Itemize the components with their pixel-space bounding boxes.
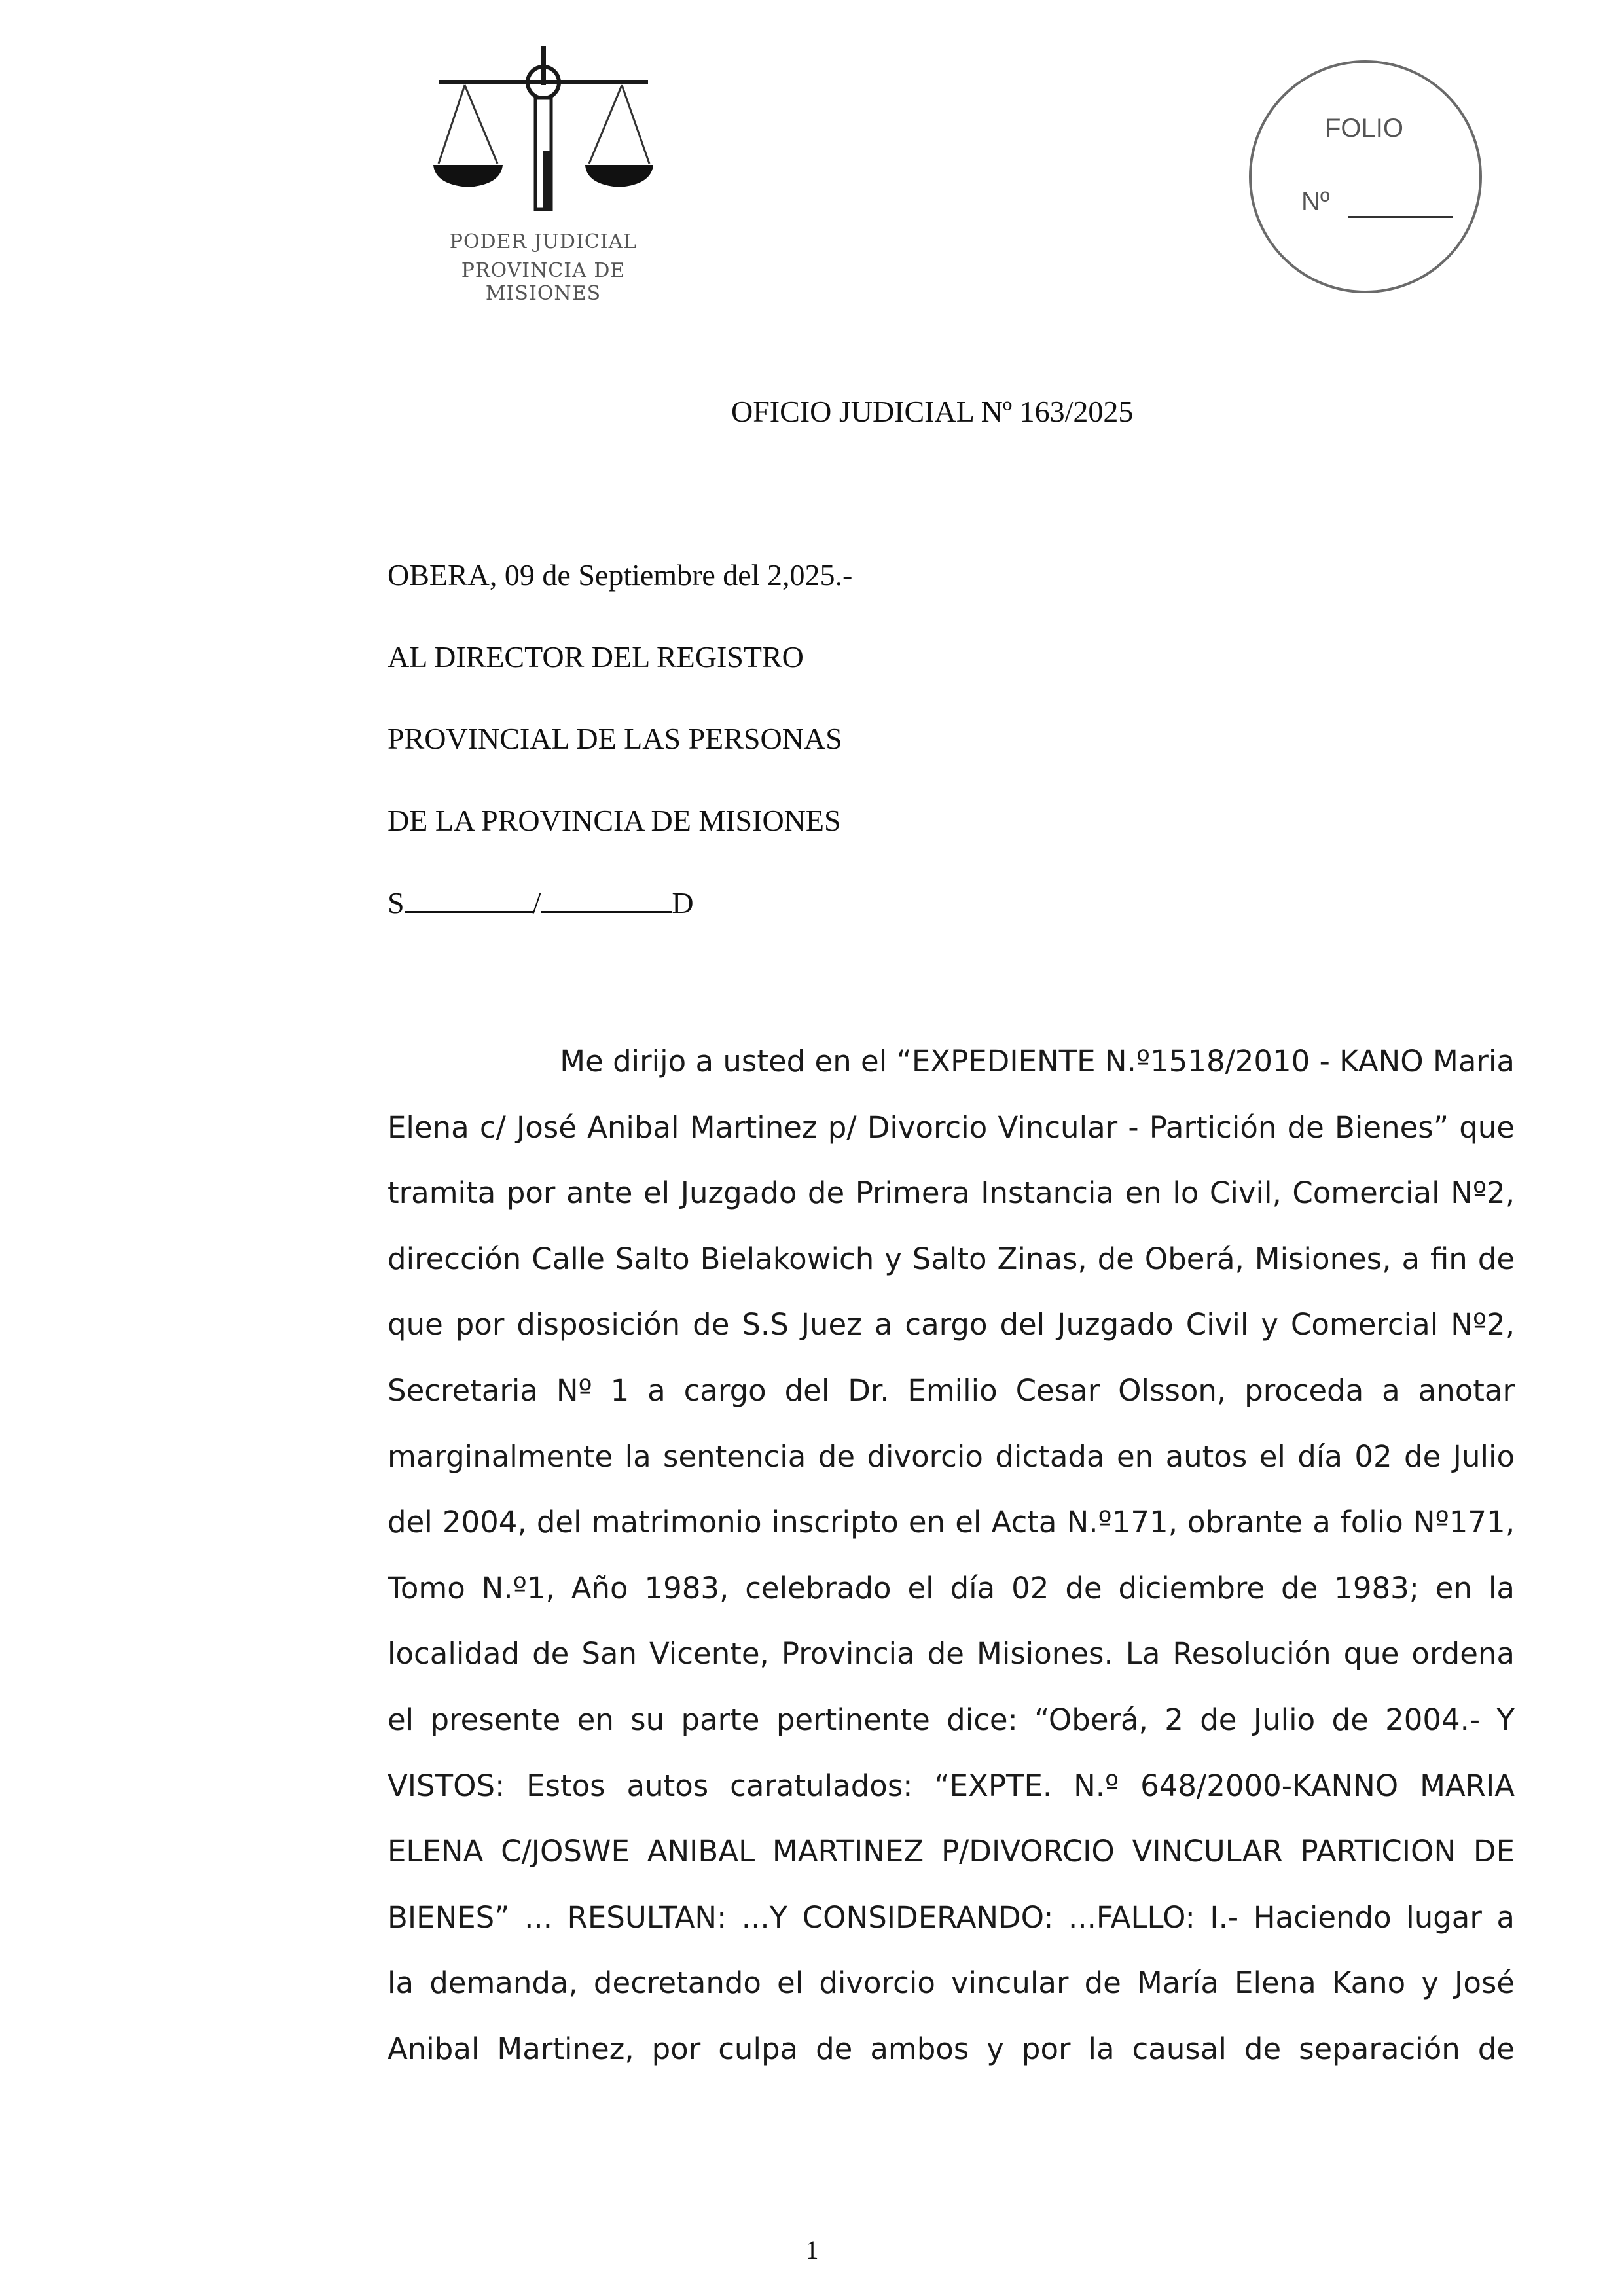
body-line: VISTOS: Estos autos caratulados: “EXPTE. N.º 648/2000-KANNO MARIA: [388, 1768, 1515, 1803]
body-line: Me dirijo a usted en el “EXPEDIENTE N.º1518/2010 - KANO Maria: [560, 1044, 1515, 1079]
folio-number-blank: [1348, 216, 1453, 218]
document-title: OFICIO JUDICIAL Nº 163/2025: [731, 395, 1134, 428]
body-line: dirección Calle Salto Bielakowich y Salto Zinas, de Oberá, Misiones, a fin de: [388, 1241, 1515, 1276]
court-logo: [406, 39, 681, 305]
body-line: Elena c/ José Anibal Martinez p/ Divorcio Vincular - Partición de Bienes” que: [388, 1109, 1515, 1145]
folio-label: FOLIO: [1325, 114, 1404, 143]
body-line: el presente en su parte pertinente dice: “Oberá, 2 de Julio de 2004.- Y: [388, 1702, 1515, 1737]
body-line: ELENA C/JOSWE ANIBAL MARTINEZ P/DIVORCIO VINCULAR PARTICION DE: [388, 1834, 1515, 1869]
place-date: OBERA, 09 de Septiembre del 2,025.-: [388, 558, 853, 592]
sd-mid: /: [532, 886, 541, 920]
addressee-line: PROVINCIAL DE LAS PERSONAS: [388, 722, 842, 755]
sd-end: D: [672, 886, 694, 920]
addressee-line: AL DIRECTOR DEL REGISTRO: [388, 640, 804, 673]
sd-blank: [541, 885, 672, 913]
scales-of-justice-icon: [432, 39, 655, 216]
body-line: Tomo N.º1, Año 1983, celebrado el día 02 de diciembre de 1983; en la: [388, 1570, 1515, 1605]
body-line: del 2004, del matrimonio inscripto en el Acta N.º171, obrante a folio Nº171,: [388, 1505, 1515, 1540]
logo-text-provincia: PROVINCIA DE MISIONES: [461, 259, 626, 305]
body-line: Anibal Martinez, por culpa de ambos y por la causal de separación de: [388, 2031, 1515, 2066]
body-line: localidad de San Vicente, Provincia de Misiones. La Resolución que ordena: [388, 1636, 1515, 1672]
sd-start: S: [388, 886, 405, 920]
folio-stamp: [1249, 60, 1482, 293]
addressee-line: DE LA PROVINCIA DE MISIONES: [388, 804, 841, 837]
folio-number-label: Nº: [1301, 187, 1330, 216]
body-line: marginalmente la sentencia de divorcio dictada en autos el día 02 de Julio: [388, 1439, 1515, 1474]
logo-text-poder-judicial: PODER JUDICIAL: [449, 230, 638, 253]
body-line: BIENES” ... RESULTAN: ...Y CONSIDERANDO: ...FALLO: I.- Haciendo lugar a: [388, 1899, 1515, 1935]
sd-line: [388, 885, 694, 920]
body-paragraph: [388, 1041, 1515, 2094]
sd-blank: [405, 885, 533, 913]
body-line: Secretaria Nº 1 a cargo del Dr. Emilio Cesar Olsson, proceda a anotar: [388, 1372, 1515, 1408]
page-number: 1: [805, 2235, 819, 2265]
body-line: tramita por ante el Juzgado de Primera Instancia en lo Civil, Comercial Nº2,: [388, 1175, 1515, 1211]
body-line: que por disposición de S.S Juez a cargo del Juzgado Civil y Comercial Nº2,: [388, 1307, 1515, 1342]
body-line: la demanda, decretando el divorcio vincular de María Elena Kano y José: [388, 1965, 1515, 2001]
